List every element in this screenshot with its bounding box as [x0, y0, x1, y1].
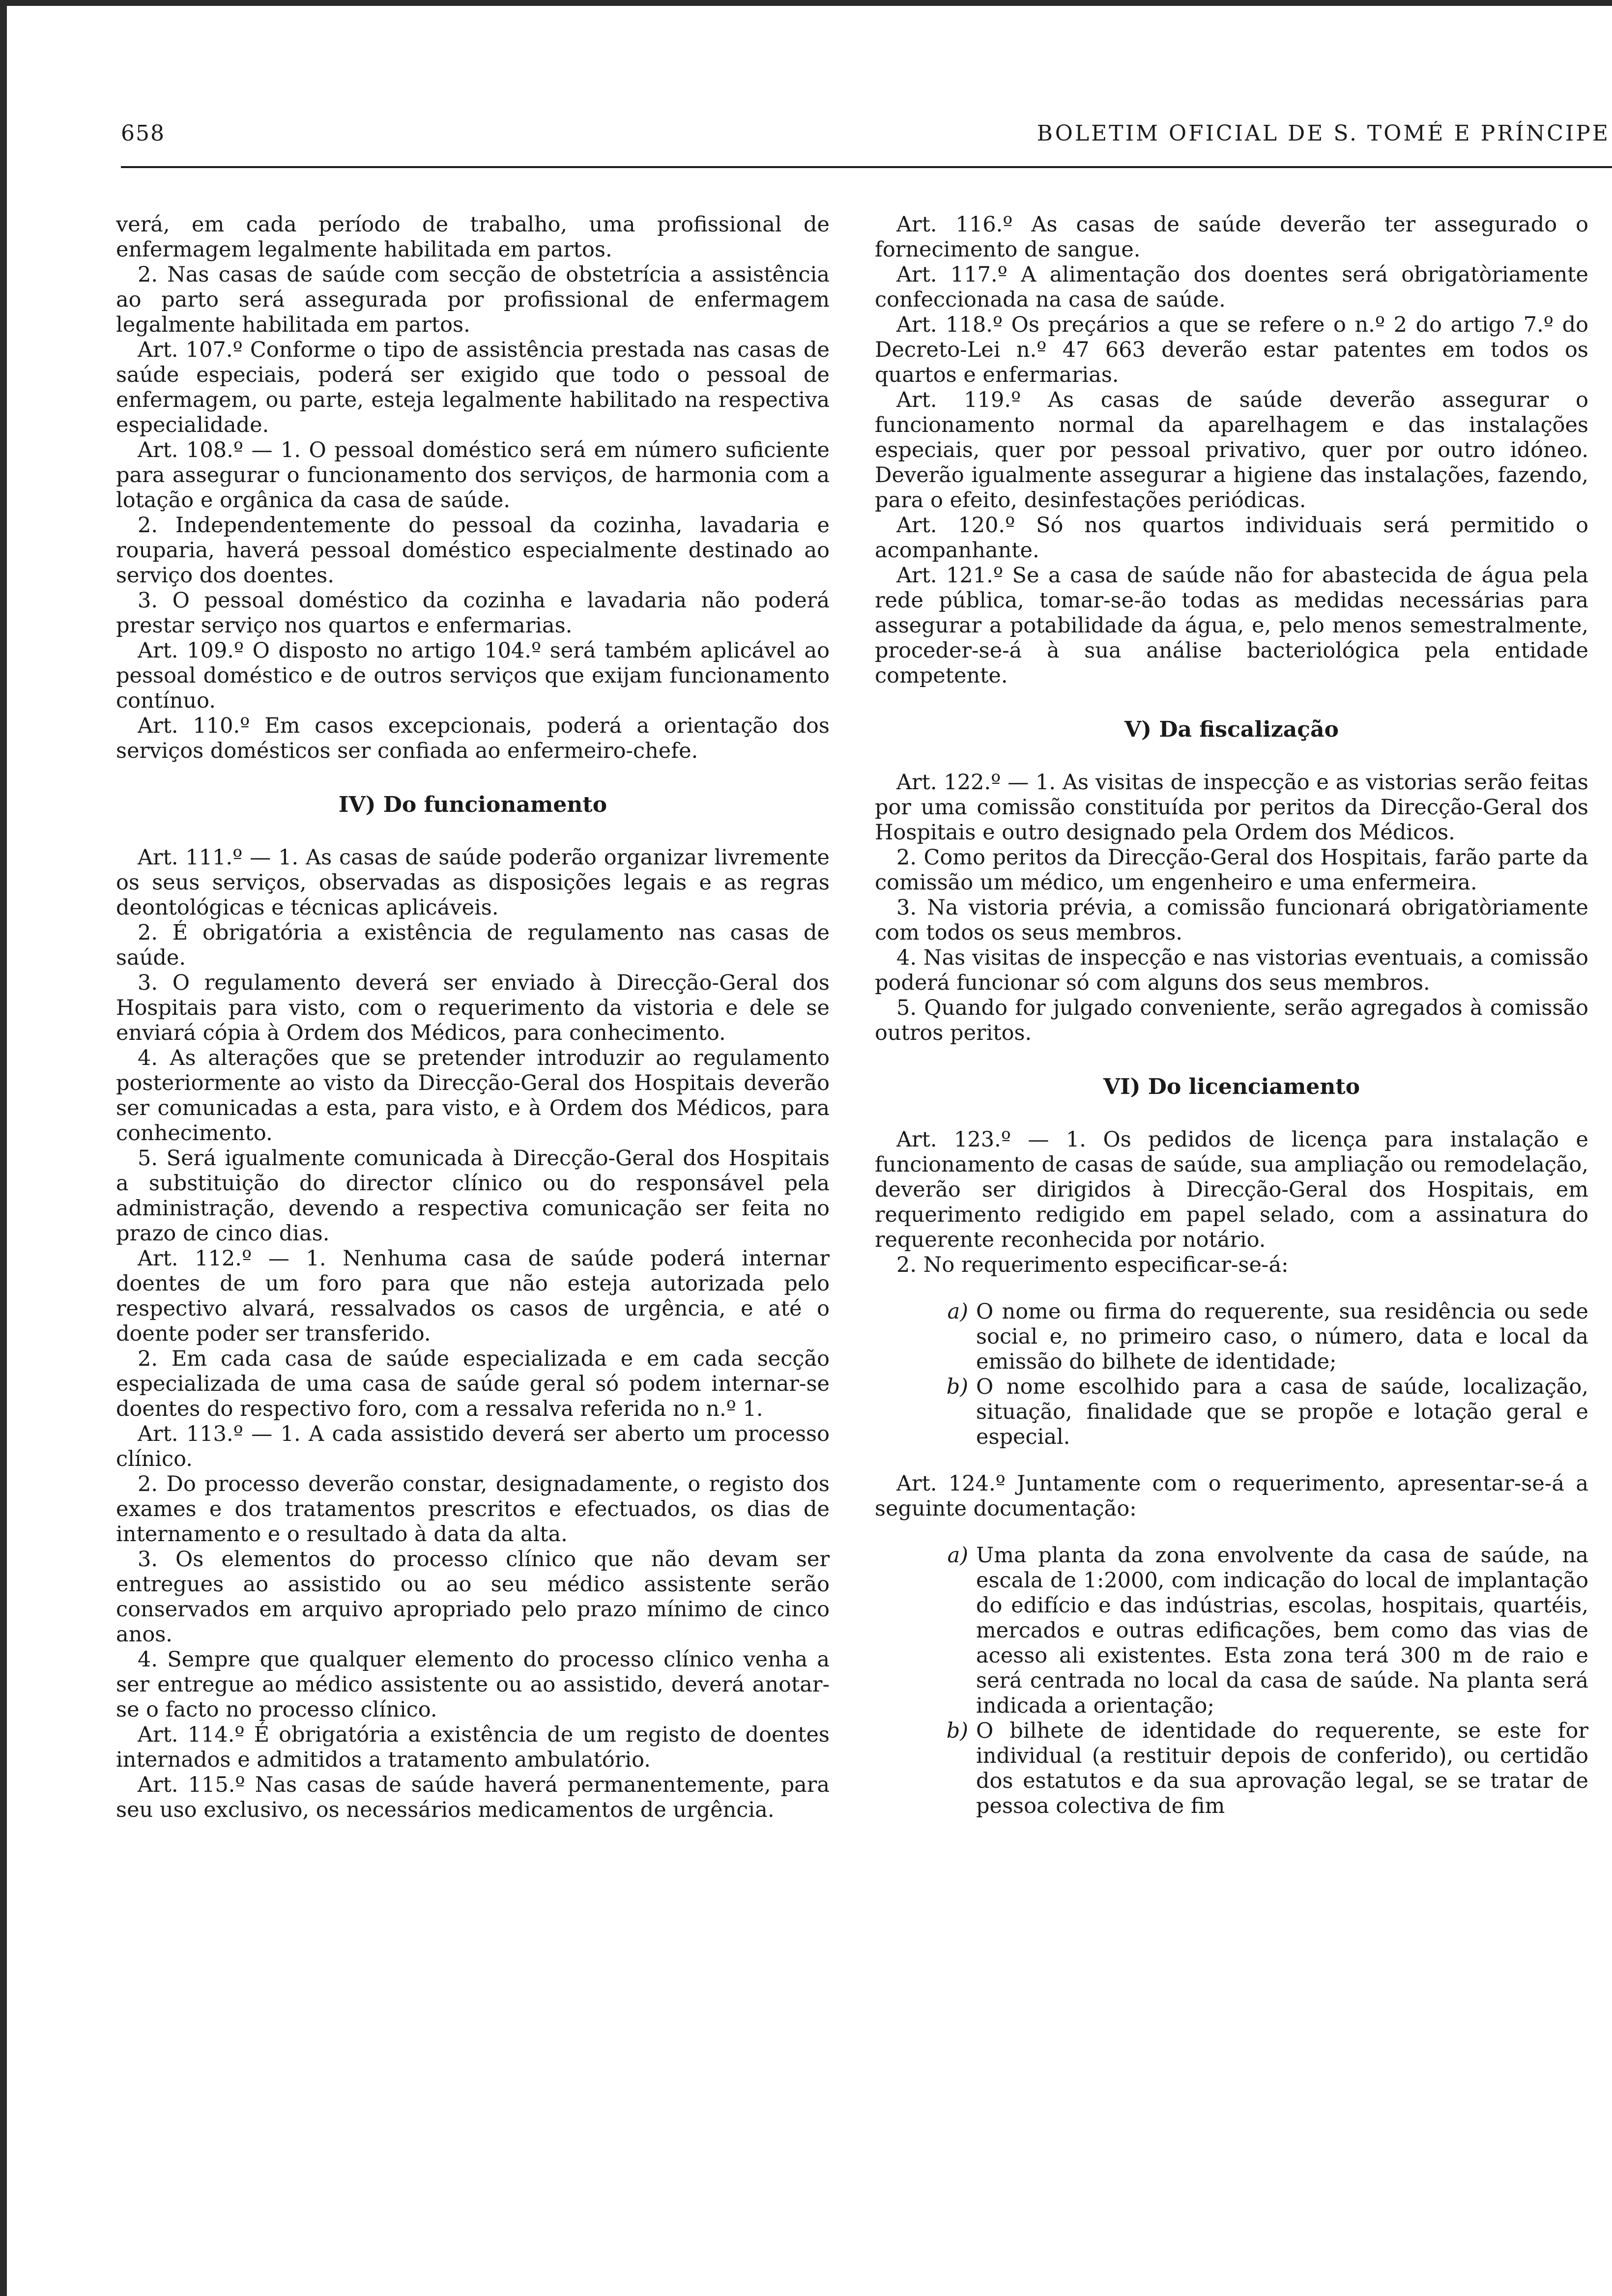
- paragraph: Art. 116.º As casas de saúde deverão ter assegurado o fornecimento de sangue.: [875, 212, 1588, 262]
- paragraph: 3. Na vistoria prévia, a comissão funcionará obrigatòriamente com todos os seus membros.: [875, 895, 1588, 945]
- running-header: BOLETIM OFICIAL DE S. TOMÉ E PRÍNCIPE: [1036, 121, 1610, 146]
- left-column: [116, 212, 830, 2276]
- list-item-text: Uma planta da zona envolvente da casa de saúde, na escala de 1:2000, com indicação do local de implantação do edifício e das indústrias, escolas, hospitais, quartéis, mercados e outras edificações, bem como das vias de acesso ali existentes. Esta zona terá 300 m de raio e será centrada no local da casa de saúde. Na planta será indicada a orientação;: [976, 1543, 1588, 1718]
- list-item-text: O nome escolhido para a casa de saúde, localização, situação, finalidade que se propõe e lotação geral e especial.: [976, 1375, 1588, 1449]
- paragraph: Art. 109.º O disposto no artigo 104.º será também aplicável ao pessoal doméstico e de outros serviços que exijam funcionamento contínuo.: [116, 638, 830, 713]
- list-marker: a): [947, 1299, 968, 1324]
- right-column: [875, 212, 1588, 2276]
- paragraph: Art. 112.º — 1. Nenhuma casa de saúde poderá internar doentes de um foro para que não esteja autorizada pelo respectivo alvará, ressalvados os casos de urgência, e até o doente poder ser transferido.: [116, 1246, 830, 1346]
- header-rule: [121, 166, 1612, 168]
- paragraph: Art. 110.º Em casos excepcionais, poderá a orientação dos serviços domésticos ser confiada ao enfermeiro-chefe.: [116, 714, 830, 763]
- page-number: 658: [121, 121, 165, 146]
- list-item: [875, 1719, 1588, 1819]
- list-marker: b): [946, 1719, 968, 1743]
- paragraph: Art. 107.º Conforme o tipo de assistência prestada nas casas de saúde especiais, poderá ser exigido que todo o pessoal de enfermagem, ou parte, esteja legalmente habilitado na respectiva especialidade.: [116, 338, 830, 437]
- paragraph: Art. 114.º É obrigatória a existência de um registo de doentes internados e admitidos a tratamento ambulatório.: [116, 1722, 830, 1772]
- paragraph: Art. 123.º — 1. Os pedidos de licença para instalação e funcionamento de casas de saúde, sua ampliação ou remodelação, deverão ser dirigidos à Direcção-Geral dos Hospitais, em requerimento redigido em papel selado, com a assinatura do requerente reconhecida por notário.: [875, 1127, 1588, 1252]
- paragraph: Art. 111.º — 1. As casas de saúde poderão organizar livremente os seus serviços, observadas as disposições legais e as regras deontológicas e técnicas aplicáveis.: [116, 845, 830, 920]
- paragraph: 2. Em cada casa de saúde especializada e em cada secção especializada de uma casa de saúde geral só podem internar-se doentes do respectivo foro, com a ressalva referida no n.º 1.: [116, 1347, 830, 1421]
- paragraph: 2. Nas casas de saúde com secção de obstetrícia a assistência ao parto será assegurada por profissional de enfermagem legalmente habilitada em partos.: [116, 262, 830, 337]
- paragraph: Art. 113.º — 1. A cada assistido deverá ser aberto um processo clínico.: [116, 1422, 830, 1471]
- section-heading-iv: IV) Do funcionamento: [338, 792, 607, 817]
- paragraph: 3. O pessoal doméstico da cozinha e lavadaria não poderá prestar serviço nos quartos e enfermarias.: [116, 588, 830, 638]
- spacer: [875, 1521, 1588, 1543]
- paragraph: Art. 118.º Os preçários a que se refere o n.º 2 do artigo 7.º do Decreto-Lei n.º 47 663 deverão estar patentes em todos os quartos e enfermarias.: [875, 313, 1588, 387]
- paragraph: 2. No requerimento especificar-se-á:: [896, 1253, 1289, 1277]
- list-item: [875, 1543, 1588, 1719]
- scan-border-top: [0, 0, 1612, 6]
- paragraph: 2. Do processo deverão constar, designadamente, o registo dos exames e dos tratamentos prescritos e efectuados, os dias de internamento e o resultado à data da alta.: [116, 1472, 830, 1547]
- list-marker: b): [946, 1375, 968, 1399]
- paragraph: 4. Sempre que qualquer elemento do processo clínico venha a ser entregue ao médico assistente ou ao assistido, deverá anotar-se o facto no processo clínico.: [116, 1647, 830, 1722]
- paragraph: 4. Nas visitas de inspecção e nas vistorias eventuais, a comissão poderá funcionar só com alguns dos seus membros.: [875, 946, 1588, 995]
- paragraph: 3. Os elementos do processo clínico que não devam ser entregues ao assistido ou ao seu médico assistente serão conservados em arquivo apropriado pelo prazo mínimo de cinco anos.: [116, 1547, 830, 1647]
- scan-border-left: [0, 0, 7, 2296]
- spacer: [875, 1278, 1588, 1299]
- paragraph: 5. Será igualmente comunicada à Direcção-Geral dos Hospitais a substituição do director clínico ou do responsável pela administração, devendo a respectiva comunicação ser feita no prazo de cinco dias.: [116, 1146, 830, 1246]
- paragraph: Art. 120.º Só nos quartos individuais será permitido o acompanhante.: [875, 513, 1588, 563]
- paragraph: 2. Independentemente do pessoal da cozinha, lavadaria e rouparia, haverá pessoal doméstico especialmente destinado ao serviço dos doentes.: [116, 513, 830, 588]
- list-item: [875, 1375, 1588, 1450]
- paragraph: Art. 124.º Juntamente com o requerimento, apresentar-se-á a seguinte documentação:: [875, 1471, 1588, 1521]
- spacer: [875, 1450, 1588, 1471]
- paragraph: Art. 119.º As casas de saúde deverão assegurar o funcionamento normal da aparelhagem e das instalações especiais, quer por pessoal privativo, quer por outro idóneo. Deverão igualmente assegurar a higiene das instalações, fazendo, para o efeito, desinfestações periódicas.: [875, 388, 1588, 513]
- paragraph: 2. Como peritos da Direcção-Geral dos Hospitais, farão parte da comissão um médico, um engenheiro e uma enfermeira.: [875, 845, 1588, 895]
- section-heading-vi: VI) Do licenciamento: [1103, 1074, 1360, 1099]
- list-item-text: O nome ou firma do requerente, sua residência ou sede social e, no primeiro caso, o número, data e local da emissão do bilhete de identidade;: [976, 1299, 1588, 1374]
- paragraph: Art. 121.º Se a casa de saúde não for abastecida de água pela rede pública, tomar-se-ão todas as medidas necessárias para assegurar a potabilidade da água, e, pelo menos semestralmente, proceder-se-á à sua análise bacteriológica pela entidade competente.: [875, 563, 1588, 688]
- paragraph: Art. 115.º Nas casas de saúde haverá permanentemente, para seu uso exclusivo, os necessários medicamentos de urgência.: [116, 1773, 830, 1822]
- paragraph: Art. 117.º A alimentação dos doentes será obrigatòriamente confeccionada na casa de saúde.: [875, 262, 1588, 312]
- paragraph: 5. Quando for julgado conveniente, serão agregados à comissão outros peritos.: [875, 996, 1588, 1045]
- list-item-text: O bilhete de identidade do requerente, se este for individual (a restituir depois de conferido), ou certidão dos estatutos e da sua aprovação legal, se se tratar de pessoa colectiva de fim: [976, 1719, 1588, 1818]
- list-marker: a): [947, 1543, 968, 1568]
- paragraph: Art. 108.º — 1. O pessoal doméstico será em número suficiente para assegurar o funcionamento dos serviços, de harmonia com a lotação e orgânica da casa de saúde.: [116, 438, 830, 513]
- section-heading-v: V) Da fiscalização: [1124, 717, 1339, 742]
- paragraph: 4. As alterações que se pretender introduzir ao regulamento posteriormente ao visto da Direcção-Geral dos Hospitais deverão ser comunicadas a esta, para visto, e à Ordem dos Médicos, para conhecimento.: [116, 1046, 830, 1146]
- paragraph: Art. 122.º — 1. As visitas de inspecção e as vistorias serão feitas por uma comissão constituída por peritos da Direcção-Geral dos Hospitais e outro designado pela Ordem dos Médicos.: [875, 770, 1588, 845]
- paragraph: 3. O regulamento deverá ser enviado à Direcção-Geral dos Hospitais para visto, com o requerimento da vistoria e dele se enviará cópia à Ordem dos Médicos, para conhecimento.: [116, 971, 830, 1045]
- list-item: [875, 1299, 1588, 1375]
- paragraph: 2. É obrigatória a existência de regulamento nas casas de saúde.: [116, 920, 830, 970]
- paragraph: verá, em cada período de trabalho, uma profissional de enfermagem legalmente habilitada em partos.: [116, 212, 830, 262]
